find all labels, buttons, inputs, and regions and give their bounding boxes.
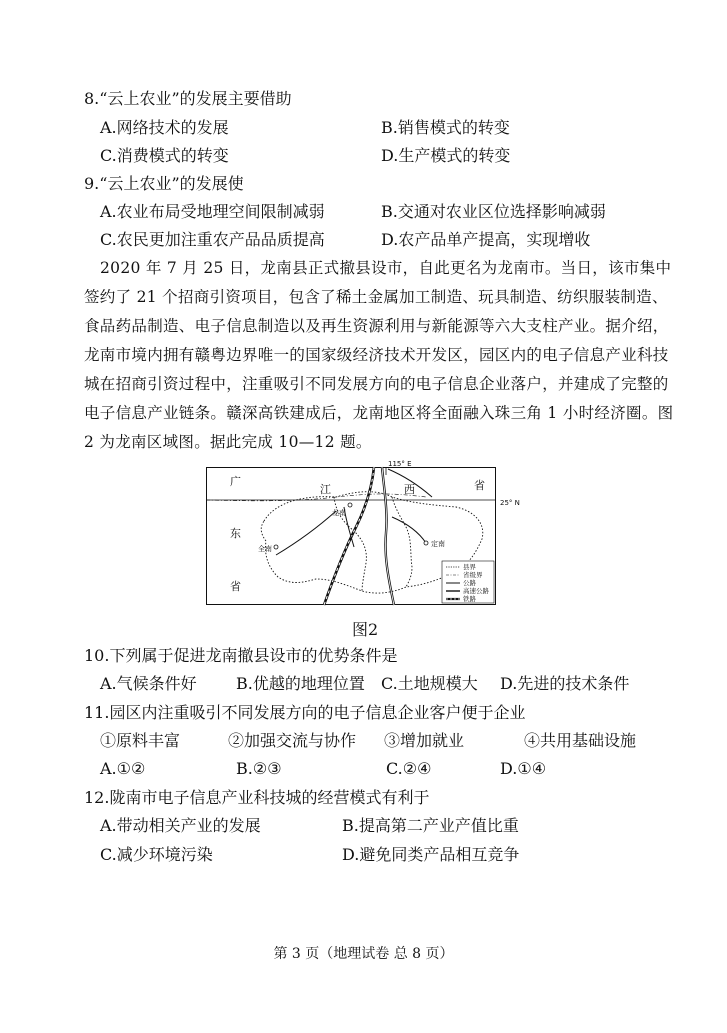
q8-option-b: B.销售模式的转变 — [381, 118, 510, 137]
legend-railway: 铁路 — [463, 595, 476, 603]
q9-option-c: C.农民更加注重农产品品质提高 — [100, 230, 325, 249]
q12-option-d: D.避免同类产品相互竞争 — [342, 845, 520, 864]
province-xi: 西 — [404, 483, 415, 496]
q10-option-a: A.气候条件好 — [100, 674, 197, 693]
city-marker-dingnan — [424, 541, 428, 545]
latitude-label: 25° N — [500, 499, 520, 507]
q11-option-c: C.②④ — [386, 759, 432, 778]
q10-stem: 10.下列属于促进龙南撤县设市的优势条件是 — [84, 646, 398, 665]
page-footer: 第 3 页（地理试卷 总 8 页） — [273, 946, 454, 962]
city-quannan: 全南 — [258, 545, 272, 553]
q8-option-a: A.网络技术的发展 — [100, 118, 229, 137]
city-marker-longnan — [348, 503, 352, 507]
q8-option-d: D.生产模式的转变 — [381, 146, 511, 165]
q8-stem: 8.“云上农业”的发展主要借助 — [84, 89, 292, 108]
province-sheng-2: 省 — [474, 479, 485, 492]
longnan-region-map — [206, 460, 496, 605]
province-jiang: 江 — [320, 483, 331, 496]
q11-stem: 11.园区内注重吸引不同发展方向的电子信息企业客户便于企业 — [84, 703, 526, 722]
legend-highway: 公路 — [463, 579, 476, 587]
q10-option-d: D.先进的技术条件 — [500, 674, 630, 693]
province-guang: 广 — [230, 475, 241, 488]
q12-stem: 12.陇南市电子信息产业科技城的经营模式有利于 — [84, 788, 430, 807]
q9-stem: 9.“云上农业”的发展使 — [84, 174, 244, 193]
q11-statement-3: ③增加就业 — [384, 731, 465, 750]
q9-option-d: D.农产品单产提高，实现增收 — [381, 230, 591, 249]
province-sheng-1: 省 — [230, 580, 241, 593]
q11-option-d: D.①④ — [500, 759, 547, 778]
longitude-label: 115° E — [388, 460, 412, 468]
legend-county-boundary: 县界 — [463, 563, 476, 571]
figure-caption: 图2 — [352, 620, 379, 639]
q12-option-a: A.带动相关产业的发展 — [100, 816, 261, 835]
q12-option-b: B.提高第二产业产值比重 — [342, 816, 519, 835]
map-legend — [442, 561, 494, 603]
city-marker-quannan — [274, 545, 278, 549]
material-line-1: 2020 年 7 月 25 日，龙南县正式撤县设市，自此更名为龙南市。当日，该市集中 — [100, 259, 672, 277]
q12-option-c: C.减少环境污染 — [100, 845, 213, 864]
material-line-5: 城在招商引资过程中，注重吸引不同发展方向的电子信息企业落户，并建成了完整的 — [84, 375, 669, 393]
city-longnan: 龙南 — [332, 509, 346, 517]
q10-option-b: B.优越的地理位置 — [236, 674, 365, 693]
province-dong: 东 — [230, 527, 241, 540]
q9-option-a: A.农业布局受地理空间限制减弱 — [100, 202, 325, 221]
material-line-3: 食品药品制造、电子信息制造以及再生资源利用与新能源等六大支柱产业。据介绍， — [84, 317, 669, 335]
q11-option-b: B.②③ — [236, 759, 282, 778]
map-graphic — [206, 460, 496, 605]
city-dingnan: 定南 — [431, 540, 445, 548]
q9-option-b: B.交通对农业区位选择影响减弱 — [381, 202, 606, 221]
material-line-7: 2 为龙南区域图。据此完成 10—12 题。 — [84, 433, 372, 451]
q10-option-c: C.土地规模大 — [381, 674, 478, 693]
q11-statement-4: ④共用基础设施 — [524, 731, 637, 750]
legend-province-boundary: 省级界 — [463, 571, 483, 579]
q11-statement-1: ①原料丰富 — [100, 731, 181, 750]
material-line-2: 签约了 21 个招商引资项目，包含了稀土金属加工制造、玩具制造、纺织服装制造、 — [84, 288, 668, 306]
q8-option-c: C.消费模式的转变 — [100, 146, 229, 165]
legend-expressway: 高速公路 — [463, 587, 489, 595]
q11-option-a: A.①② — [100, 759, 146, 778]
material-line-4: 龙南市境内拥有赣粤边界唯一的国家级经济技术开发区，园区内的电子信息产业科技 — [84, 346, 669, 364]
material-line-6: 电子信息产业链条。赣深高铁建成后，龙南地区将全面融入珠三角 1 小时经济圈。图 — [84, 404, 674, 422]
q11-statement-2: ②加强交流与协作 — [228, 731, 357, 750]
